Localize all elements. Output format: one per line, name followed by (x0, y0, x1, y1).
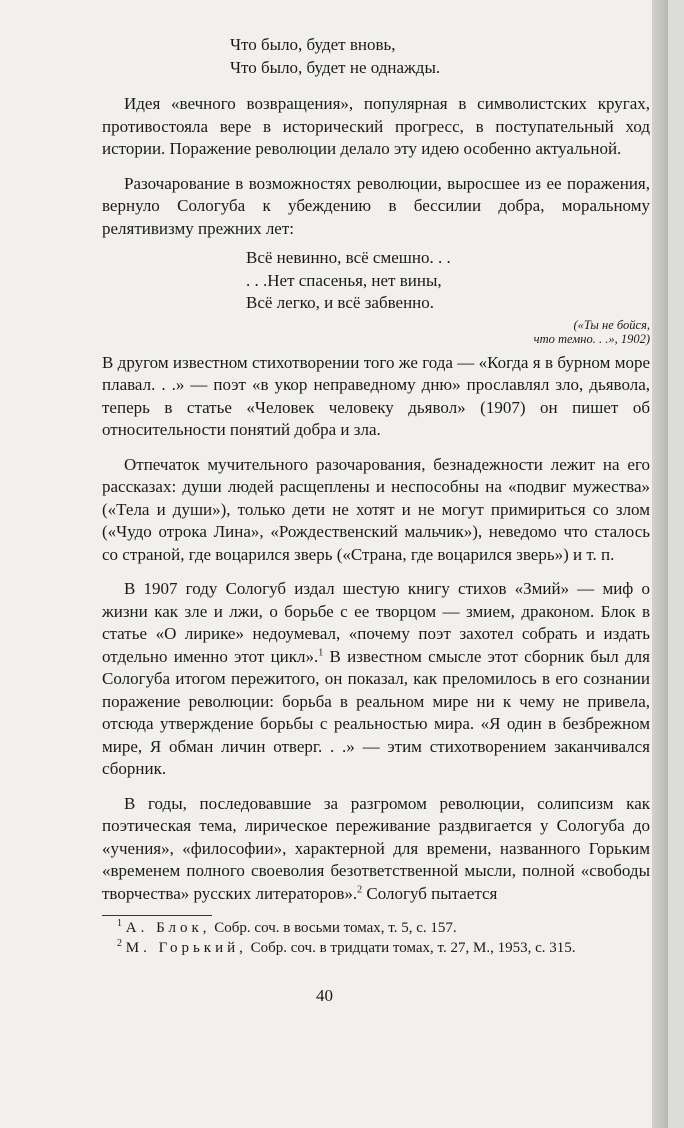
paragraph-solipsism (102, 793, 650, 906)
paragraph-text: Сологуб пытается (362, 883, 498, 903)
footnote-mark: 1 (117, 918, 122, 929)
footnote-author: М. Горький, (125, 940, 247, 956)
footnote-text: Собр. соч. в восьми томах, т. 5, с. 157. (210, 920, 457, 936)
verse-line: Что было, будет не однажды. (230, 57, 441, 77)
attribution-line: что темно. . .», 1902) (533, 331, 650, 346)
attribution-line: («Ты не бойся, (573, 317, 650, 332)
footnote-reference: 1 (318, 646, 324, 658)
quoted-verse (102, 247, 650, 315)
verse-attribution (102, 318, 650, 346)
epigraph-verse (102, 34, 650, 79)
paragraph-zmiy (102, 578, 650, 781)
paragraph-stories: Отпечаток мучительного разочарования, безнадежности лежит на его рассказах: души людей расщеплены и неспособны на «подвиг мужества» («Тела и души»), только дети не хотят и не могут примириться со злом («Чудо отрока Лина», «Рождественский мальчик»), неведомо что сталось со страной, где воцарился зверь («Страна, где воцарился зверь») и т. п. (102, 454, 650, 564)
paragraph-other-poem: В другом известном стихотворении того же года — «Когда я в бурном море плавал. . .» — поэт «в укор неправедному дню» прославлял зло, дьявола, теперь в статье «Человек человеку дьявол» (1907) он пишет об относительности понятий добра и зла. (102, 352, 650, 439)
page-body (102, 34, 650, 958)
footnote-mark: 2 (117, 938, 122, 949)
verse-line: Всё легко, и всё забвенно. (246, 293, 435, 312)
footnote-item (102, 938, 650, 958)
footnote-divider (102, 915, 212, 916)
paragraph-text: В годы, последовавшие за разгромом революции, солипсизм как поэтическая тема, лирическое переживание раздвигается у Сологуба до «учения», «философии», характерной для времени, названного Горьким «временем полного своеволия безответственной мысли, полной «свободы творчества» русских литераторов». (102, 793, 650, 903)
footnote-author: А. Блок, (125, 920, 211, 936)
paragraph-text: В 1907 году Сологуб издал шестую книгу стихов «Змий» — миф о жизни как зле и лжи, о борьбе с ее творцом — змием, драконом. Блок в статье «О лирике» недоумевал, «почему поэт захотел собрать и издать отдельно именно этот цикл». (102, 579, 650, 666)
verse-line: Что было, будет вновь, (230, 35, 396, 54)
paragraph-text: В известном смысле этот сборник был для Сологуба итогом пережитого, он показал, как преломилось в его сознании поражение революции: борьба в реальном мире ни к чему не привела, отсюда утверждение борьбы с реальностью мира. «Я один в безбрежном мире, Я обман личин отверг. . .» — этим стихотворением заканчивался сборник. (102, 646, 650, 778)
footnotes (102, 915, 650, 958)
paragraph-disappointment: Разочарование в возможностях революции, выросшее из ее поражения, вернуло Сологуба к убеждению в бессилии добра, моральному релятивизму прежних лет: (102, 173, 650, 238)
footnote-item (102, 918, 650, 938)
footnote-reference: 2 (357, 883, 363, 895)
paragraph-eternal-return: Идея «вечного возвращения», популярная в символистских кругах, противостояла вере в исторический прогресс, в поступательный ход истории. Поражение революции делало эту идею особенно актуальной. (102, 94, 650, 158)
footnote-text: Собр. соч. в тридцати томах, т. 27, М., 1953, с. 315. (246, 940, 576, 956)
page-edge-shadow (652, 0, 668, 1128)
page-number: 40 (316, 986, 333, 1005)
verse-line: . . .Нет спасенья, нет вины, (246, 270, 442, 290)
verse-line: Всё невинно, всё смешно. . . (246, 248, 451, 267)
